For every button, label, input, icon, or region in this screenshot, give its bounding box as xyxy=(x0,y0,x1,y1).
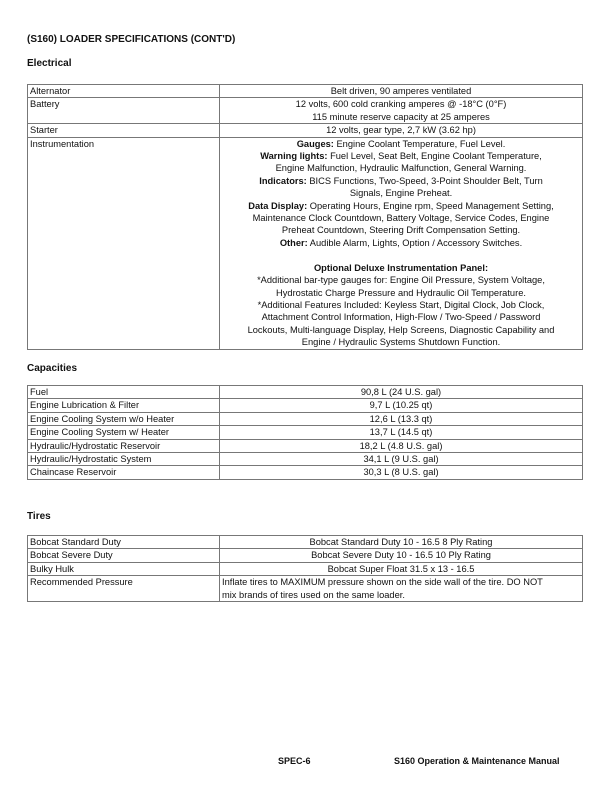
line-text: *Additional Features Included: Keyless Start, Digital Clock, Job Clock, xyxy=(257,299,545,310)
table-row xyxy=(28,439,583,452)
instrumentation-line xyxy=(222,187,580,199)
row-value xyxy=(220,576,583,602)
row-value: 30,3 L (8 U.S. gal) xyxy=(220,466,583,479)
line-text: Fuel Level, Seat Belt, Engine Coolant Temperature, xyxy=(327,151,542,162)
line-text: BICS Functions, Two-Speed, 3-Point Shoulder Belt, Turn xyxy=(306,175,543,186)
row-label: Engine Lubrication & Filter xyxy=(28,399,220,412)
instrumentation-line xyxy=(222,336,580,348)
instrumentation-line xyxy=(222,237,580,249)
row-value: Bobcat Super Float 31.5 x 13 - 16.5 xyxy=(220,562,583,575)
line-text xyxy=(400,250,403,260)
row-value: 18,2 L (4.8 U.S. gal) xyxy=(220,439,583,452)
instrumentation-line xyxy=(222,200,580,212)
row-label: Engine Cooling System w/ Heater xyxy=(28,426,220,439)
row-label: Hydraulic/Hydrostatic Reservoir xyxy=(28,439,220,452)
table-row xyxy=(28,453,583,466)
row-label: Chaincase Reservoir xyxy=(28,466,220,479)
line-text: Engine Coolant Temperature, Fuel Level. xyxy=(333,138,506,149)
line-text: Audible Alarm, Lights, Option / Accessory Switches. xyxy=(307,237,523,248)
instrumentation-line xyxy=(222,224,580,236)
row-value: 12,6 L (13.3 qt) xyxy=(220,412,583,425)
page-number: SPEC-6 xyxy=(278,756,311,766)
row-label: Battery xyxy=(28,98,220,124)
line-text: Maintenance Clock Countdown, Battery Voltage, Service Codes, Engine xyxy=(252,213,550,224)
line-label: Warning lights: xyxy=(260,151,328,162)
line-text: Preheat Countdown, Steering Drift Compensation Setting. xyxy=(281,225,521,236)
table-row xyxy=(28,85,583,98)
table-row xyxy=(28,124,583,137)
page-title: (S160) LOADER SPECIFICATIONS (CONT'D) xyxy=(27,34,236,45)
electrical-heading: Electrical xyxy=(27,58,72,69)
instrumentation-line xyxy=(222,150,580,162)
line-text: Signals, Engine Preheat. xyxy=(349,188,453,199)
instrumentation-line xyxy=(222,287,580,299)
table-row xyxy=(28,466,583,479)
row-label: Hydraulic/Hydrostatic System xyxy=(28,453,220,466)
row-value-line: Inflate tires to MAXIMUM pressure shown on the side wall of the tire. DO NOT xyxy=(222,577,543,588)
row-label: Engine Cooling System w/o Heater xyxy=(28,412,220,425)
row-value: 9,7 L (10.25 qt) xyxy=(220,399,583,412)
row-value: 90,8 L (24 U.S. gal) xyxy=(220,386,583,399)
tires-heading: Tires xyxy=(27,511,51,522)
table-row xyxy=(28,386,583,399)
row-label: Fuel xyxy=(28,386,220,399)
table-row xyxy=(28,549,583,562)
line-text: Hydrostatic Charge Pressure and Hydraulic Oil Temperature. xyxy=(276,287,526,298)
row-value: 13,7 L (14.5 qt) xyxy=(220,426,583,439)
instrumentation-line xyxy=(222,138,580,150)
row-label: Starter xyxy=(28,124,220,137)
line-text: Lockouts, Multi-language Display, Help Screens, Diagnostic Capability and xyxy=(247,324,555,335)
instrumentation-line xyxy=(222,299,580,311)
tires-table xyxy=(27,535,583,602)
line-text: Engine / Hydraulic Systems Shutdown Function. xyxy=(301,337,501,348)
line-text: Attachment Control Information, High-Flow / Two-Speed / Password xyxy=(261,312,541,323)
row-label: Recommended Pressure xyxy=(28,576,220,602)
instrumentation-line xyxy=(222,311,580,323)
capacities-table xyxy=(27,385,583,480)
row-label: Bulky Hulk xyxy=(28,562,220,575)
row-value-line: mix brands of tires used on the same loader. xyxy=(222,589,405,600)
table-row xyxy=(28,576,583,602)
row-value: Bobcat Standard Duty 10 - 16.5 8 Ply Rating xyxy=(220,536,583,549)
line-label: Indicators: xyxy=(259,175,307,186)
line-text: Operating Hours, Engine rpm, Speed Management Setting, xyxy=(307,200,554,211)
table-row xyxy=(28,399,583,412)
row-value: 115 minute reserve capacity at 25 amperes xyxy=(312,111,490,122)
instrumentation-line xyxy=(222,162,580,174)
line-label: Other: xyxy=(279,237,308,248)
table-row xyxy=(28,98,583,124)
row-value: 12 volts, 600 cold cranking amperes @ -18°C (0°F) xyxy=(295,99,507,110)
instrumentation-line xyxy=(222,262,580,274)
capacities-heading: Capacities xyxy=(27,363,78,374)
table-row xyxy=(28,412,583,425)
instrumentation-line xyxy=(222,175,580,187)
line-label: Gauges: xyxy=(296,138,334,149)
instrumentation-line xyxy=(222,274,580,286)
instrumentation-line xyxy=(222,249,580,261)
instrumentation-line xyxy=(222,212,580,224)
row-value: Belt driven, 90 amperes ventilated xyxy=(330,86,472,96)
table-row xyxy=(28,562,583,575)
row-label: Bobcat Standard Duty xyxy=(28,536,220,549)
instrumentation-value xyxy=(220,137,583,349)
line-text: Engine Malfunction, Hydraulic Malfunction, General Warning. xyxy=(275,163,527,174)
row-value: Bobcat Severe Duty 10 - 16.5 10 Ply Rating xyxy=(220,549,583,562)
row-label: Bobcat Severe Duty xyxy=(28,549,220,562)
row-value: 34,1 L (9 U.S. gal) xyxy=(220,453,583,466)
row-label: Alternator xyxy=(28,85,220,98)
manual-title: S160 Operation & Maintenance Manual xyxy=(394,756,560,766)
table-row xyxy=(28,426,583,439)
line-text: *Additional bar-type gauges for: Engine Oil Pressure, System Voltage, xyxy=(257,275,545,286)
row-value: 12 volts, gear type, 2,7 kW (3.62 hp) xyxy=(326,125,476,136)
table-row xyxy=(28,536,583,549)
line-label: Data Display: xyxy=(248,200,308,211)
line-label: Optional Deluxe Instrumentation Panel: xyxy=(313,262,489,273)
electrical-table xyxy=(27,84,583,350)
row-label: Instrumentation xyxy=(28,137,220,349)
table-row xyxy=(28,137,583,349)
instrumentation-line xyxy=(222,324,580,336)
